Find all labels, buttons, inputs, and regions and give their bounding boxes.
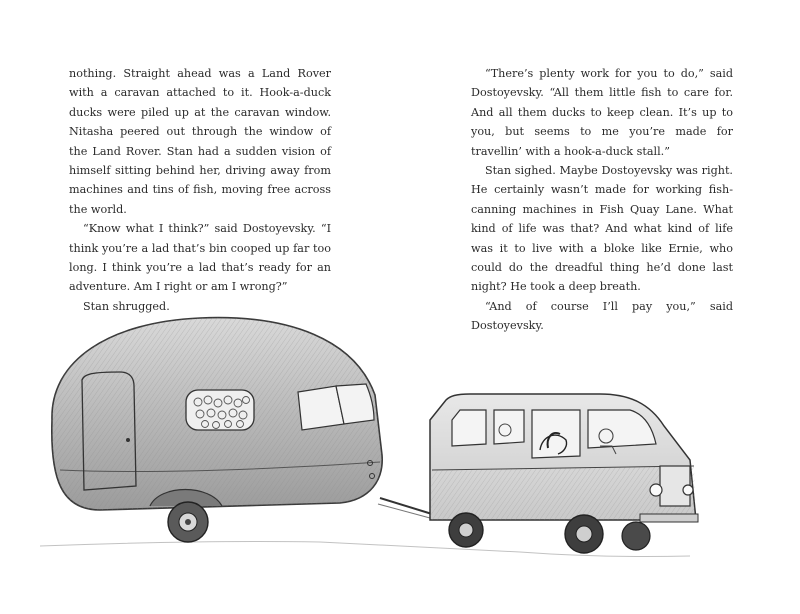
paragraph: Stan shrugged. — [83, 299, 170, 313]
caravan — [52, 318, 432, 542]
caravan-and-land-rover-illustration — [0, 300, 800, 614]
paragraph: “There’s plenty work for you to do,” said Dostoyevsky. “All them little fish to care for. And all them ducks to keep clean. It’s up to you, but seems to me you’re made for travellin’ with a hook-a-duck stall.” — [471, 67, 733, 158]
paragraph: “Know what I think?” said Dostoyevsky. “I think you’re a lad that’s bin cooped up far too long. I think you’re a lad that’s ready for an adventure. Am I right or am I wrong?” — [69, 222, 331, 294]
paragraph: nothing. Straight ahead was a Land Rover with a caravan attached to it. Hook-a-duck ducks were piled up at the caravan window. Nitasha peered out through the window of the Land Rover. Stan had a sudden vision of himself sitting behind her, driving away from machines and tins of fish, moving free across the world. — [69, 67, 331, 216]
caravan-wheel — [168, 502, 208, 542]
right-text-column — [471, 64, 733, 336]
land-rover-far-wheel — [622, 522, 650, 550]
land-rover-front-wheel — [565, 515, 603, 553]
left-text-column — [69, 64, 331, 316]
paragraph: “And of course I’ll pay you,” said Dostoyevsky. — [471, 299, 733, 333]
land-rover-rear-wheel — [449, 513, 483, 547]
paragraph: Stan sighed. Maybe Dostoyevsky was right. He certainly wasn’t made for working fish-canning machines in Fish Quay Lane. What kind of life was that? And what kind of life was it to live with a bloke like Ernie, who could do the dreadful thing he’d done last night? He took a deep breath. — [471, 164, 733, 294]
land-rover — [430, 394, 698, 553]
duck-window — [186, 390, 254, 430]
